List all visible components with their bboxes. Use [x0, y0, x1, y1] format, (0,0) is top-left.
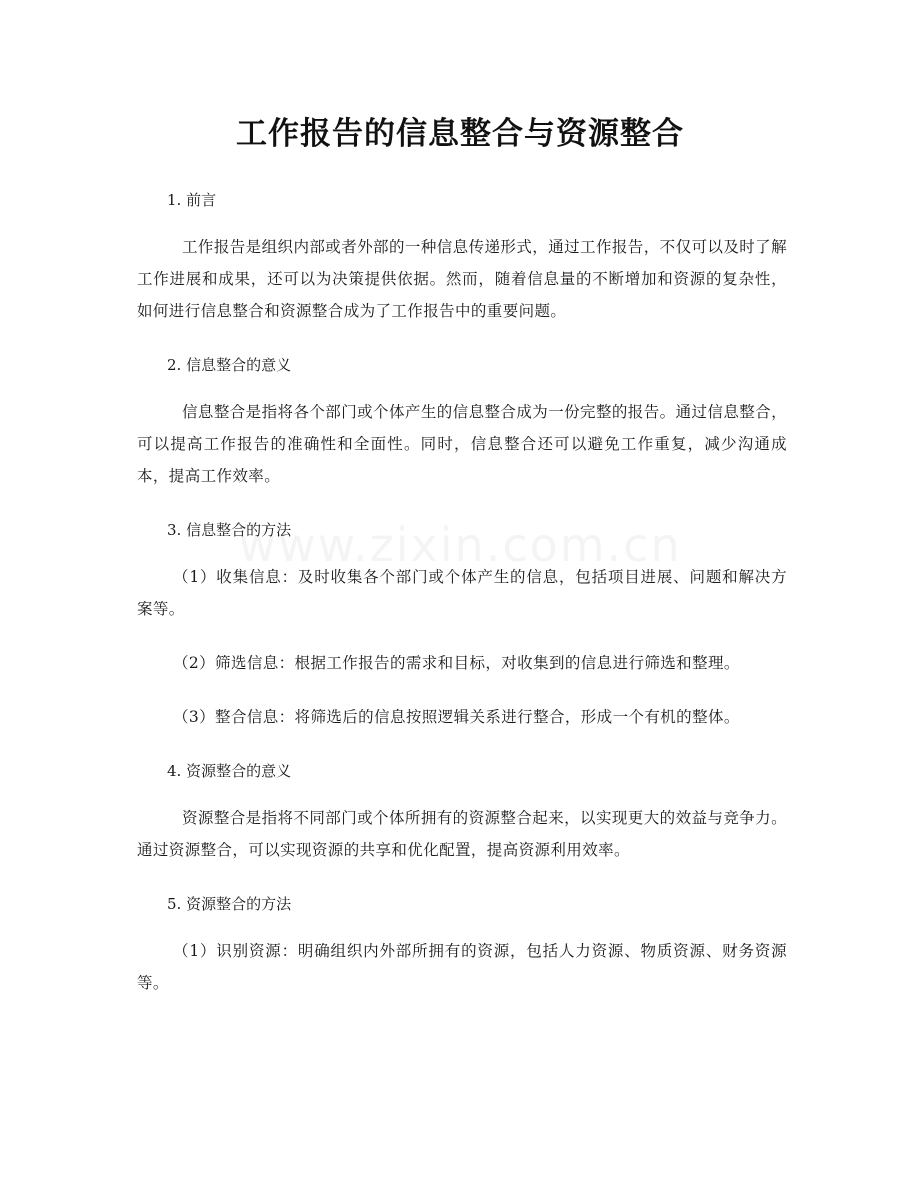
section-preface	[137, 184, 787, 327]
section-heading: 2. 信息整合的意义	[167, 356, 292, 374]
section-resource-integration-methods	[137, 888, 787, 999]
paragraph: 资源整合是指将不同部门或个体所拥有的资源整合起来，以实现更大的效益与竞争力。通过资源整合，可以实现资源的共享和优化配置，提高资源利用效率。	[137, 809, 787, 859]
section-heading: 1. 前言	[167, 191, 217, 209]
section-resource-integration-meaning	[137, 755, 787, 866]
list-item: （2）筛选信息：根据工作报告的需求和目标，对收集到的信息进行筛选和整理。	[173, 654, 740, 672]
section-heading: 4. 资源整合的意义	[167, 762, 292, 780]
section-info-integration-methods	[137, 514, 787, 733]
section-heading: 5. 资源整合的方法	[167, 895, 292, 913]
list-item: （1）识别资源：明确组织内外部所拥有的资源，包括人力资源、物质资源、财务资源等。	[137, 942, 787, 992]
document-body	[137, 184, 787, 999]
section-info-integration-meaning	[137, 349, 787, 492]
document-title: 工作报告的信息整合与资源整合	[236, 116, 684, 152]
paragraph: 信息整合是指将各个部门或个体产生的信息整合成为一份完整的报告。通过信息整合，可以提高工作报告的准确性和全面性。同时，信息整合还可以避免工作重复，减少沟通成本，提高工作效率。	[137, 403, 787, 485]
paragraph: 工作报告是组织内部或者外部的一种信息传递形式，通过工作报告，不仅可以及时了解工作进展和成果，还可以为决策提供依据。然而，随着信息量的不断增加和资源的复杂性，如何进行信息整合和资源整合成为了工作报告中的重要问题。	[137, 238, 787, 320]
list-item: （3）整合信息：将筛选后的信息按照逻辑关系进行整合，形成一个有机的整体。	[173, 708, 740, 726]
section-heading: 3. 信息整合的方法	[167, 521, 292, 539]
list-item: （1）收集信息：及时收集各个部门或个体产生的信息，包括项目进展、问题和解决方案等。	[137, 568, 787, 618]
